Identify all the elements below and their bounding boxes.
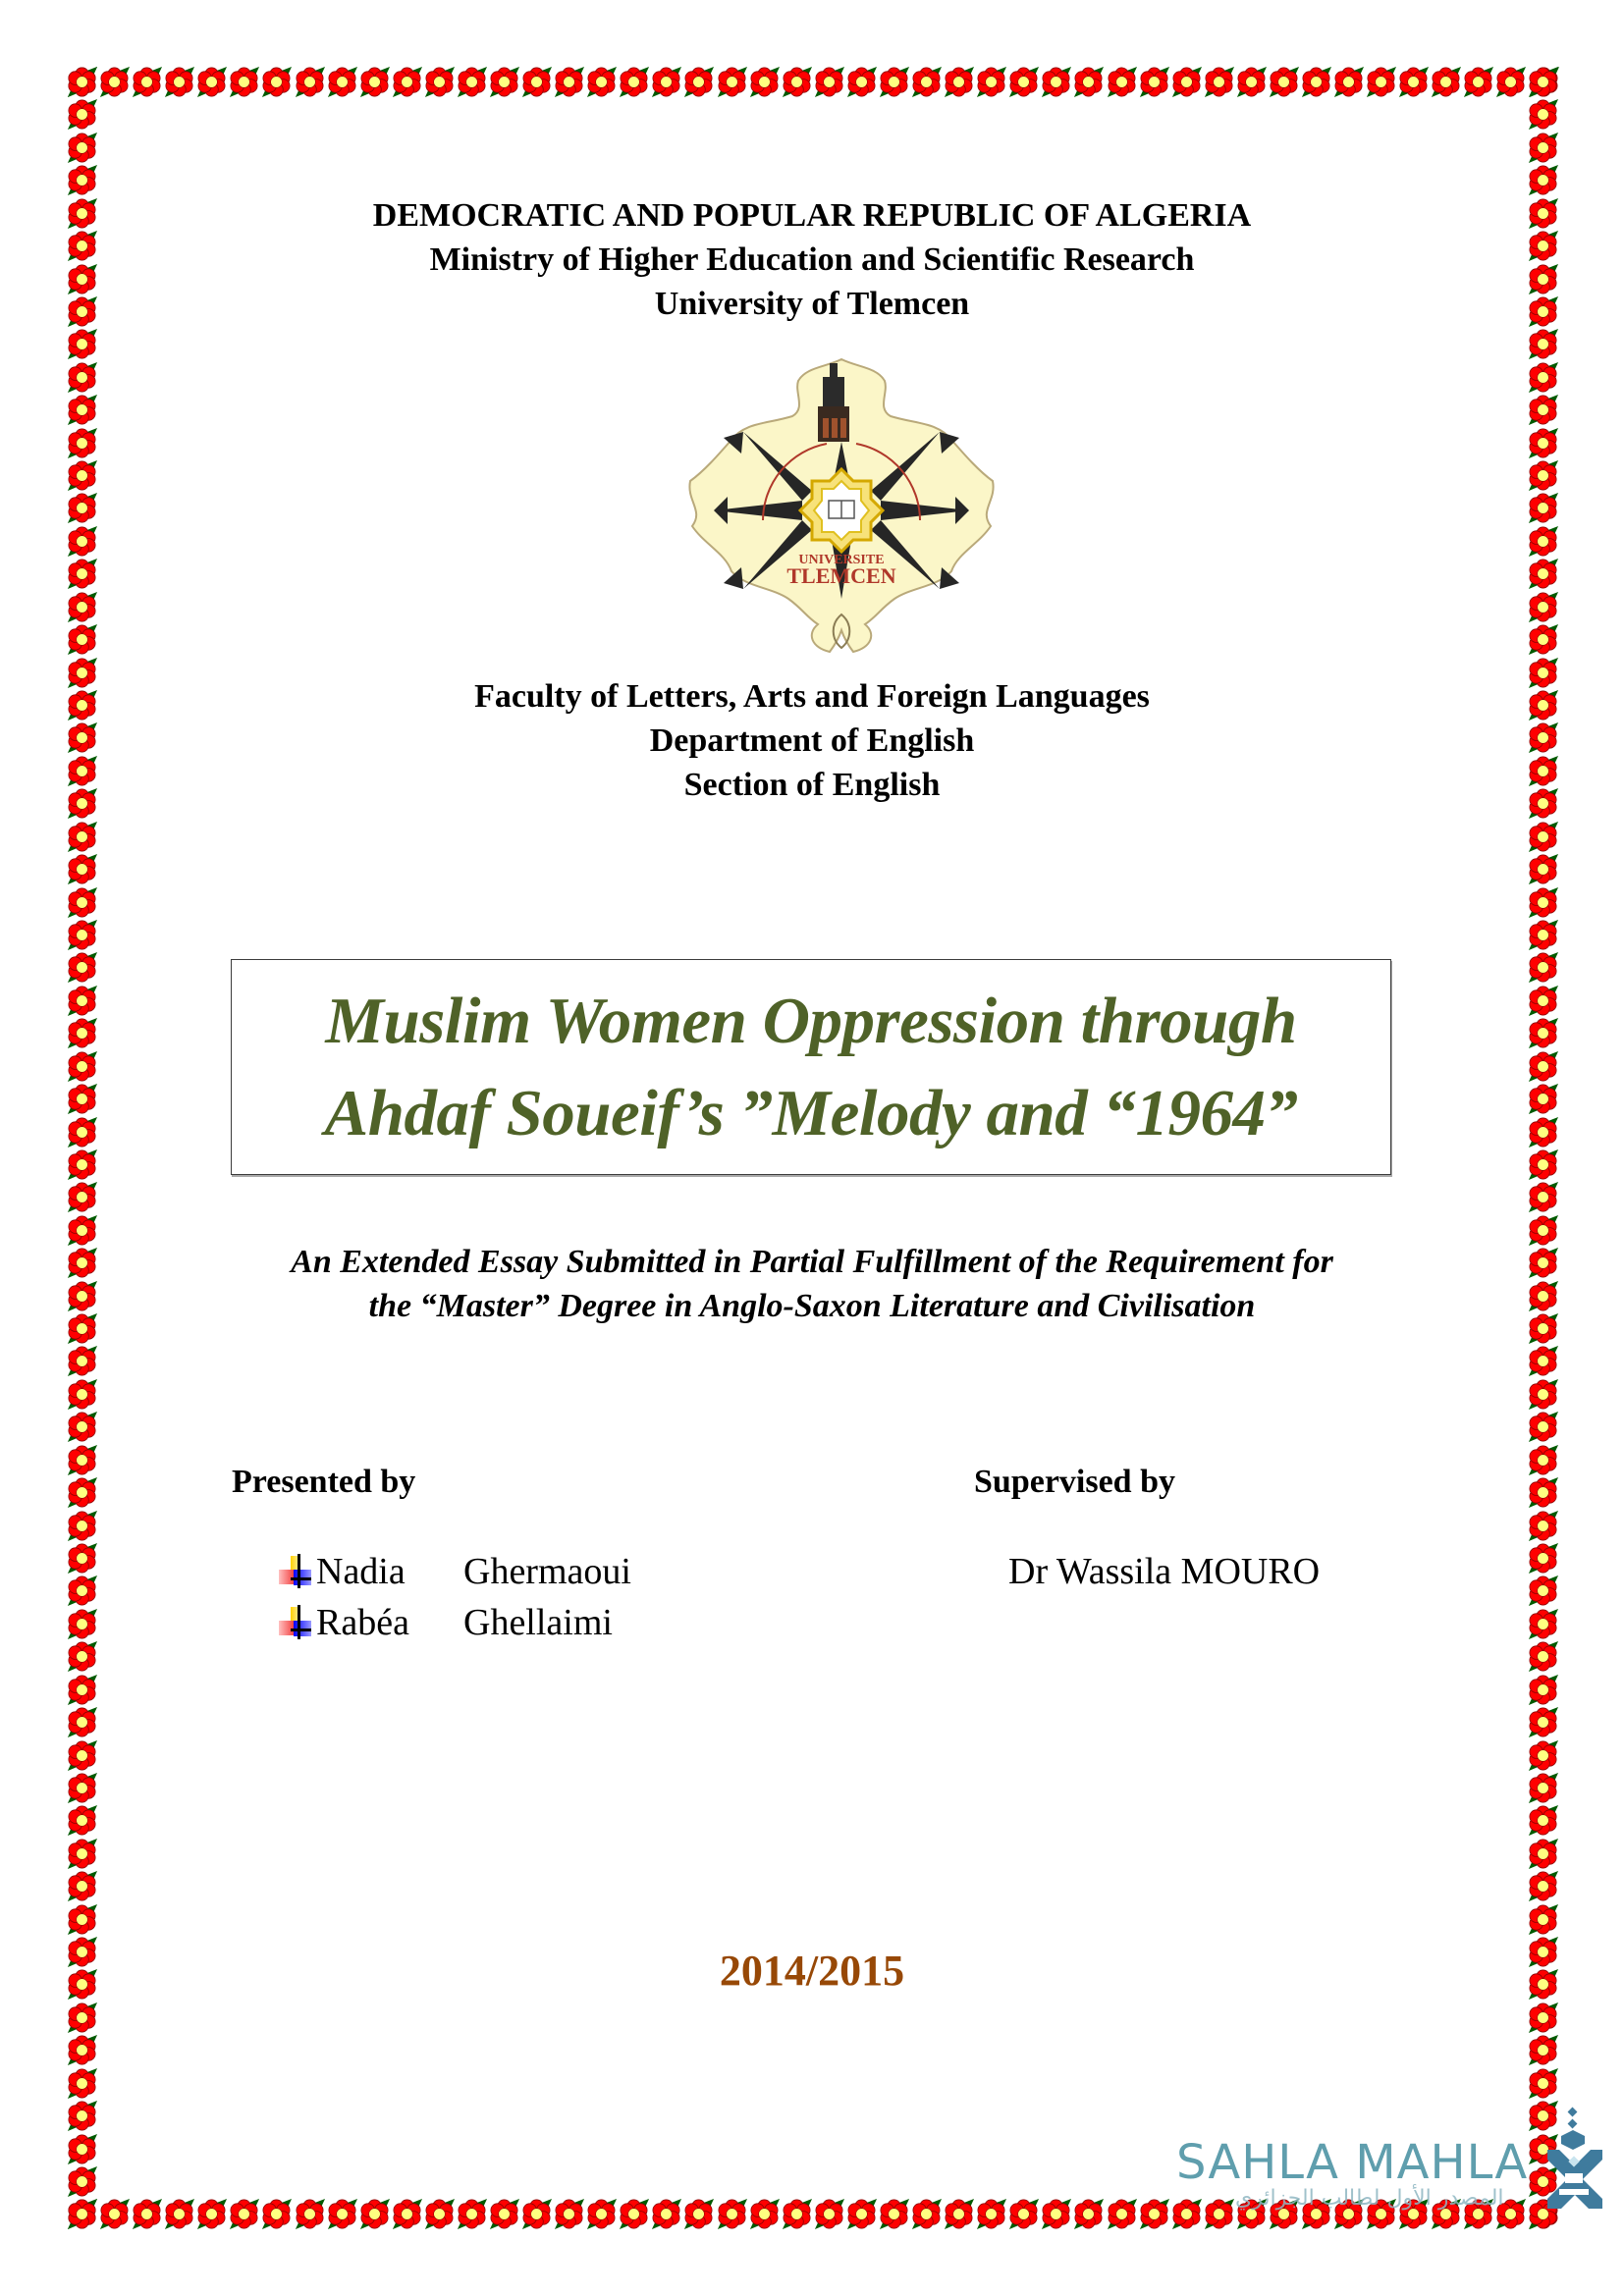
- red-flower-icon: [66, 1838, 98, 1870]
- red-flower-icon: [1527, 1903, 1559, 1936]
- red-flower-icon: [1527, 623, 1559, 656]
- red-flower-icon: [66, 132, 98, 164]
- red-flower-icon: [66, 591, 98, 623]
- red-flower-icon: [66, 1444, 98, 1476]
- red-flower-icon: [488, 66, 520, 98]
- red-flower-icon: [781, 66, 813, 98]
- red-flower-icon: [66, 2165, 98, 2198]
- red-flower-icon: [1138, 2198, 1170, 2230]
- red-flower-icon: [98, 66, 131, 98]
- red-flower-icon: [1527, 1148, 1559, 1181]
- university-emblem-icon: [684, 353, 999, 658]
- red-flower-icon: [66, 1050, 98, 1083]
- red-flower-icon: [1430, 2198, 1462, 2230]
- red-flower-icon: [456, 66, 488, 98]
- red-flower-icon: [1235, 66, 1268, 98]
- flower-border-bottom: [66, 2198, 1560, 2231]
- red-flower-icon: [260, 2198, 293, 2230]
- red-flower-icon: [66, 821, 98, 853]
- red-flower-icon: [163, 66, 195, 98]
- red-flower-icon: [1268, 2198, 1300, 2230]
- red-flower-icon: [66, 2133, 98, 2165]
- red-flower-icon: [1527, 1542, 1559, 1575]
- red-flower-icon: [66, 66, 98, 98]
- red-flower-icon: [650, 2198, 682, 2230]
- red-flower-icon: [1527, 1510, 1559, 1542]
- student-name: [279, 1600, 613, 1645]
- red-flower-icon: [66, 623, 98, 656]
- red-flower-icon: [682, 2198, 715, 2230]
- red-flower-icon: [66, 1870, 98, 1902]
- four-color-square-bullet-icon: [279, 1605, 314, 1640]
- red-flower-icon: [66, 459, 98, 492]
- four-color-square-bullet-icon: [279, 1554, 314, 1589]
- red-flower-icon: [66, 1411, 98, 1443]
- red-flower-icon: [66, 853, 98, 885]
- red-flower-icon: [195, 2198, 228, 2230]
- red-flower-icon: [260, 66, 293, 98]
- red-flower-icon: [975, 66, 1007, 98]
- red-flower-icon: [66, 361, 98, 394]
- red-flower-icon: [1527, 1181, 1559, 1213]
- thesis-title-line-1: Muslim Women Oppression through: [325, 985, 1297, 1057]
- red-flower-icon: [1527, 2067, 1559, 2100]
- red-flower-icon: [228, 66, 260, 98]
- red-flower-icon: [618, 66, 650, 98]
- red-flower-icon: [1072, 66, 1105, 98]
- red-flower-icon: [1527, 2002, 1559, 2034]
- red-flower-icon: [66, 525, 98, 558]
- red-flower-icon: [1494, 66, 1527, 98]
- red-flower-icon: [1527, 821, 1559, 853]
- red-flower-icon: [66, 1345, 98, 1377]
- red-flower-icon: [1332, 66, 1365, 98]
- thesis-subtitle: [0, 1240, 1624, 1328]
- red-flower-icon: [1527, 1476, 1559, 1509]
- red-flower-icon: [1527, 1706, 1559, 1738]
- red-flower-icon: [975, 2198, 1007, 2230]
- red-flower-icon: [423, 66, 456, 98]
- red-flower-icon: [1527, 2034, 1559, 2066]
- red-flower-icon: [1527, 98, 1559, 131]
- red-flower-icon: [66, 1378, 98, 1411]
- red-flower-icon: [1527, 66, 1559, 98]
- red-flower-icon: [66, 1017, 98, 1049]
- red-flower-icon: [1527, 1017, 1559, 1049]
- supervisor-name: Dr Wassila MOURO: [1008, 1551, 1321, 1592]
- academic-year: 2014/2015: [719, 1947, 905, 1995]
- red-flower-icon: [66, 394, 98, 426]
- department-name: Department of English: [649, 722, 975, 759]
- red-flower-icon: [66, 328, 98, 360]
- red-flower-icon: [66, 1083, 98, 1115]
- red-flower-icon: [66, 1739, 98, 1772]
- red-flower-icon: [66, 2002, 98, 2034]
- red-flower-icon: [66, 1181, 98, 1213]
- red-flower-icon: [66, 1476, 98, 1509]
- red-flower-icon: [1106, 66, 1138, 98]
- red-flower-icon: [66, 164, 98, 196]
- red-flower-icon: [66, 1510, 98, 1542]
- red-flower-icon: [1462, 66, 1494, 98]
- red-flower-icon: [1527, 132, 1559, 164]
- supervised-by-label: Supervised by: [974, 1464, 1175, 1500]
- red-flower-icon: [1527, 1674, 1559, 1706]
- country-name: DEMOCRATIC AND POPULAR REPUBLIC OF ALGERIA: [372, 197, 1252, 234]
- red-flower-icon: [1072, 2198, 1105, 2230]
- red-flower-icon: [1203, 2198, 1235, 2230]
- svg-text:TLEMCEN: TLEMCEN: [786, 563, 896, 588]
- red-flower-icon: [1138, 66, 1170, 98]
- red-flower-icon: [585, 66, 618, 98]
- red-flower-icon: [1397, 2198, 1430, 2230]
- watermark-text: SAHLA MAHLA: [1176, 2135, 1529, 2190]
- red-flower-icon: [66, 2067, 98, 2100]
- thesis-title-box: [231, 959, 1391, 1175]
- university-name: University of Tlemcen: [654, 286, 970, 322]
- red-flower-icon: [1527, 853, 1559, 885]
- red-flower-icon: [1527, 492, 1559, 524]
- red-flower-icon: [1527, 1575, 1559, 1607]
- presented-by-label: Presented by: [232, 1464, 416, 1500]
- red-flower-icon: [1397, 66, 1430, 98]
- red-flower-icon: [1300, 66, 1332, 98]
- red-flower-icon: [813, 66, 845, 98]
- red-flower-icon: [943, 2198, 975, 2230]
- red-flower-icon: [716, 2198, 748, 2230]
- red-flower-icon: [66, 2100, 98, 2132]
- red-flower-icon: [1527, 1640, 1559, 1673]
- red-flower-icon: [553, 2198, 585, 2230]
- red-flower-icon: [1235, 2198, 1268, 2230]
- red-flower-icon: [520, 66, 553, 98]
- faculty-block: [0, 674, 1624, 807]
- red-flower-icon: [650, 66, 682, 98]
- red-flower-icon: [1527, 394, 1559, 426]
- red-flower-icon: [66, 951, 98, 984]
- red-flower-icon: [1430, 66, 1462, 98]
- red-flower-icon: [163, 2198, 195, 2230]
- red-flower-icon: [1527, 951, 1559, 984]
- red-flower-icon: [845, 66, 878, 98]
- thesis-title-line-2: Ahdaf Soueif’s ”Melody and “1964”: [324, 1077, 1298, 1149]
- red-flower-icon: [294, 66, 326, 98]
- section-name: Section of English: [683, 767, 941, 803]
- red-flower-icon: [1527, 1050, 1559, 1083]
- red-flower-icon: [1527, 361, 1559, 394]
- red-flower-icon: [1007, 66, 1040, 98]
- red-flower-icon: [1203, 66, 1235, 98]
- red-flower-icon: [1170, 66, 1203, 98]
- red-flower-icon: [781, 2198, 813, 2230]
- subtitle-line-1: An Extended Essay Submitted in Partial Fulfillment of the Requirement for: [291, 1244, 1333, 1280]
- red-flower-icon: [1040, 2198, 1072, 2230]
- red-flower-icon: [1106, 2198, 1138, 2230]
- red-flower-icon: [748, 2198, 781, 2230]
- red-flower-icon: [98, 2198, 131, 2230]
- red-flower-icon: [66, 886, 98, 919]
- red-flower-icon: [488, 2198, 520, 2230]
- red-flower-icon: [1527, 1838, 1559, 1870]
- flower-border-right: [1527, 66, 1560, 2231]
- red-flower-icon: [943, 66, 975, 98]
- red-flower-icon: [326, 2198, 358, 2230]
- red-flower-icon: [1527, 525, 1559, 558]
- red-flower-icon: [585, 2198, 618, 2230]
- sahla-mahla-logo-icon: [1540, 2107, 1608, 2215]
- red-flower-icon: [520, 2198, 553, 2230]
- student-first-name: Nadia: [316, 1551, 406, 1592]
- red-flower-icon: [1527, 919, 1559, 951]
- red-flower-icon: [358, 2198, 391, 2230]
- student-last-name: Ghermaoui: [463, 1551, 631, 1592]
- red-flower-icon: [66, 1804, 98, 1837]
- faculty-name: Faculty of Letters, Arts and Foreign Languages: [474, 678, 1150, 715]
- ministry-name: Ministry of Higher Education and Scientific Research: [429, 241, 1195, 278]
- red-flower-icon: [358, 66, 391, 98]
- red-flower-icon: [66, 427, 98, 459]
- red-flower-icon: [195, 66, 228, 98]
- red-flower-icon: [66, 1116, 98, 1148]
- red-flower-icon: [66, 985, 98, 1017]
- red-flower-icon: [294, 2198, 326, 2230]
- red-flower-icon: [1268, 66, 1300, 98]
- red-flower-icon: [1527, 1608, 1559, 1640]
- red-flower-icon: [391, 66, 423, 98]
- red-flower-icon: [1527, 164, 1559, 196]
- red-flower-icon: [1527, 591, 1559, 623]
- red-flower-icon: [1527, 1739, 1559, 1772]
- flower-border-left: [66, 66, 99, 2231]
- watermark-arabic-tagline: المصدر الأول لطالب الجزائري: [1235, 2186, 1504, 2211]
- red-flower-icon: [1527, 886, 1559, 919]
- red-flower-icon: [682, 66, 715, 98]
- red-flower-icon: [910, 2198, 943, 2230]
- red-flower-icon: [618, 2198, 650, 2230]
- red-flower-icon: [1007, 2198, 1040, 2230]
- flower-border-top: [66, 66, 1560, 99]
- red-flower-icon: [1494, 2198, 1527, 2230]
- red-flower-icon: [1462, 2198, 1494, 2230]
- red-flower-icon: [326, 66, 358, 98]
- red-flower-icon: [1300, 2198, 1332, 2230]
- red-flower-icon: [910, 66, 943, 98]
- red-flower-icon: [456, 2198, 488, 2230]
- red-flower-icon: [1527, 1870, 1559, 1902]
- red-flower-icon: [1040, 66, 1072, 98]
- red-flower-icon: [1527, 1116, 1559, 1148]
- red-flower-icon: [66, 1542, 98, 1575]
- red-flower-icon: [845, 2198, 878, 2230]
- red-flower-icon: [66, 1148, 98, 1181]
- red-flower-icon: [1527, 459, 1559, 492]
- student-last-name: Ghellaimi: [463, 1602, 613, 1643]
- red-flower-icon: [66, 1674, 98, 1706]
- red-flower-icon: [1527, 1804, 1559, 1837]
- red-flower-icon: [1527, 1772, 1559, 1804]
- red-flower-icon: [391, 2198, 423, 2230]
- red-flower-icon: [1527, 1411, 1559, 1443]
- red-flower-icon: [66, 2034, 98, 2066]
- red-flower-icon: [1527, 1444, 1559, 1476]
- red-flower-icon: [66, 1706, 98, 1738]
- red-flower-icon: [1527, 328, 1559, 360]
- red-flower-icon: [878, 2198, 910, 2230]
- subtitle-line-2: the “Master” Degree in Anglo-Saxon Literature and Civilisation: [368, 1288, 1256, 1324]
- red-flower-icon: [1365, 66, 1397, 98]
- student-name: [279, 1549, 631, 1594]
- red-flower-icon: [423, 2198, 456, 2230]
- red-flower-icon: [1170, 2198, 1203, 2230]
- student-first-name: Rabéa: [316, 1602, 409, 1643]
- red-flower-icon: [66, 492, 98, 524]
- svg-text:UNIVERSITE: UNIVERSITE: [798, 553, 885, 567]
- red-flower-icon: [1527, 1378, 1559, 1411]
- red-flower-icon: [1365, 2198, 1397, 2230]
- red-flower-icon: [716, 66, 748, 98]
- red-flower-icon: [878, 66, 910, 98]
- red-flower-icon: [131, 2198, 163, 2230]
- red-flower-icon: [1527, 427, 1559, 459]
- red-flower-icon: [553, 66, 585, 98]
- red-flower-icon: [1527, 1345, 1559, 1377]
- red-flower-icon: [1332, 2198, 1365, 2230]
- red-flower-icon: [66, 1903, 98, 1936]
- red-flower-icon: [1527, 1083, 1559, 1115]
- red-flower-icon: [1527, 985, 1559, 1017]
- red-flower-icon: [66, 1575, 98, 1607]
- red-flower-icon: [66, 919, 98, 951]
- red-flower-icon: [228, 2198, 260, 2230]
- red-flower-icon: [813, 2198, 845, 2230]
- red-flower-icon: [66, 1608, 98, 1640]
- red-flower-icon: [66, 2198, 98, 2230]
- red-flower-icon: [66, 1772, 98, 1804]
- red-flower-icon: [66, 98, 98, 131]
- red-flower-icon: [66, 558, 98, 590]
- institution-header: [0, 193, 1624, 326]
- red-flower-icon: [131, 66, 163, 98]
- red-flower-icon: [748, 66, 781, 98]
- red-flower-icon: [1527, 558, 1559, 590]
- red-flower-icon: [66, 1640, 98, 1673]
